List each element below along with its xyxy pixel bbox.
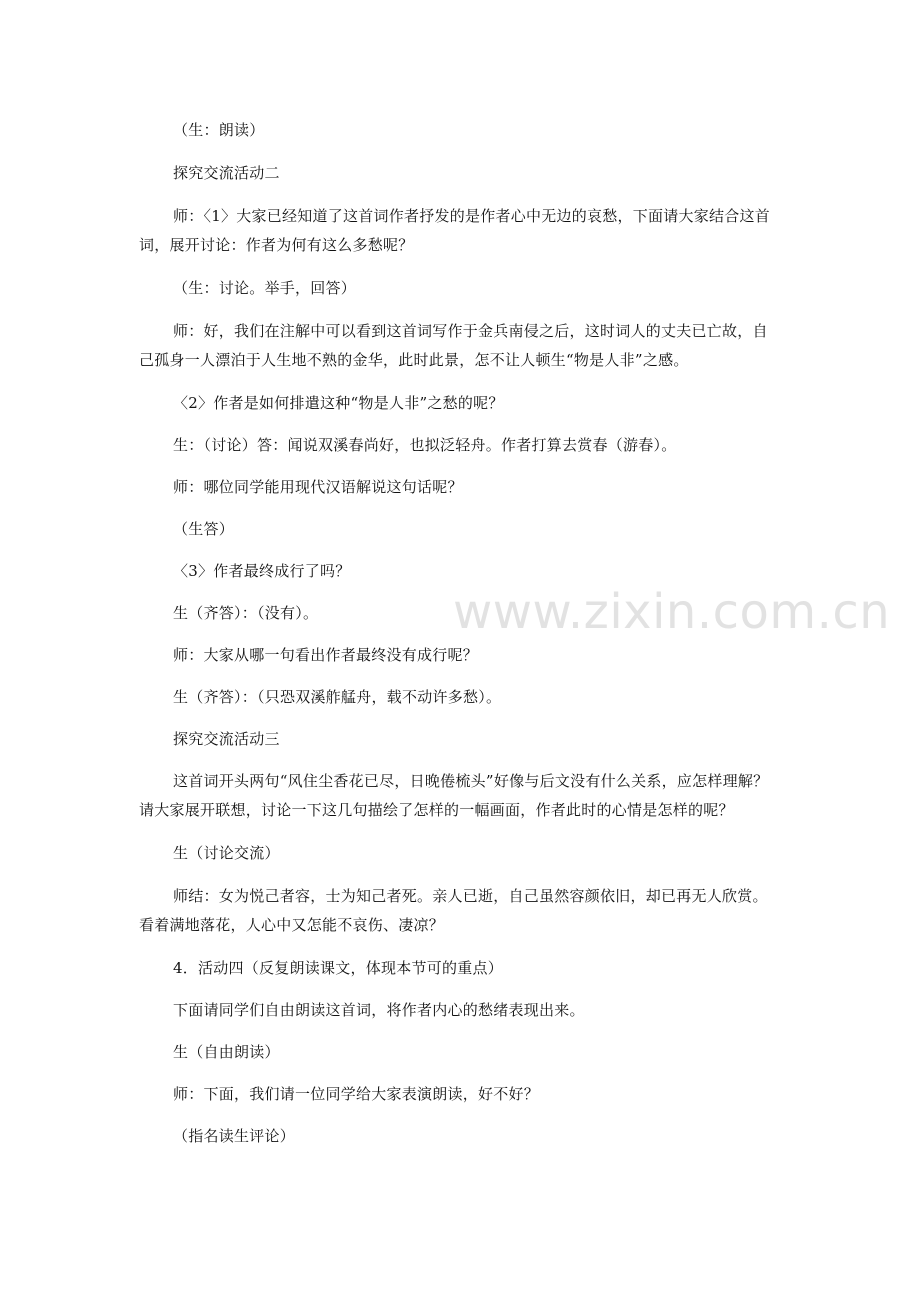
paragraph-question-two: 〈2〉作者是如何排遣这种“物是人非”之愁的呢？ (173, 394, 504, 412)
lesson-transcript (139, 116, 891, 1164)
paragraph-opening-lines-question: 这首词开头两句“风住尘香花已尽，日晚倦梳头”好像与后文没有什么关系，应怎样理解？请大家展开联想，讨论一下这几句描绘了怎样的一幅画面，作者此时的心情是怎样的呢？ (139, 772, 769, 819)
paragraph-student-free-reading: 生（自由朗读） (173, 1043, 280, 1061)
section-heading-activity-three: 探究交流活动三 (173, 730, 280, 748)
paragraph-teacher-question-one: 师：〈1〉大家已经知道了这首词作者抒发的是作者心中无边的哀愁，下面请大家结合这首词，展开讨论：作者为何有这么多愁呢？ (139, 207, 771, 254)
paragraph-question-three: 〈3〉作者最终成行了吗？ (173, 562, 351, 580)
paragraph-teacher-modern-chinese: 师：哪位同学能用现代汉语解说这句话呢？ (173, 478, 463, 496)
paragraph-teacher-conclusion: 师结：女为悦己者容，士为知己者死。亲人已逝，自己虽然容颜依旧，却已再无人欣赏。看着满地落花，人心中又怎能不哀伤、凄凉？ (139, 887, 768, 934)
paragraph-free-reading-instruction: 下面请同学们自由朗读这首词，将作者内心的愁绪表现出来。 (173, 1001, 585, 1019)
paragraph-student-discussion: （生：讨论。举手，回答） (173, 279, 357, 297)
paragraph-student-reading: （生：朗读） (173, 121, 265, 139)
paragraph-teacher-performance-reading: 师：下面，我们请一位同学给大家表演朗读，好不好？ (173, 1085, 540, 1103)
paragraph-activity-four: 4．活动四（反复朗读课文，体现本节可的重点） (173, 959, 504, 977)
paragraph-named-reading-review: （指名读生评论） (173, 1127, 296, 1145)
paragraph-chorus-line: 生（齐答）：（只恐双溪舴艋舟，载不动许多愁）。 (173, 688, 502, 706)
paragraph-teacher-which-line: 师：大家从哪一句看出作者最终没有成行呢？ (173, 646, 479, 664)
paragraph-chorus-no: 生（齐答）：（没有）。 (173, 604, 319, 622)
paragraph-student-answer-spring: 生：（讨论）答：闻说双溪春尚好，也拟泛轻舟。作者打算去赏春（游春）。 (173, 436, 677, 454)
paragraph-student-answer: （生答） (173, 520, 235, 538)
paragraph-student-discussion-exchange: 生（讨论交流） (173, 844, 280, 862)
section-heading-activity-two: 探究交流活动二 (173, 164, 280, 182)
paragraph-teacher-explanation: 师：好，我们在注解中可以看到这首词写作于金兵南侵之后，这时词人的丈夫已亡故，自己孤身一人漂泊于人生地不熟的金华，此时此景，怎不让人顿生“物是人非”之感。 (139, 322, 768, 369)
watermark: www.zixin.com.cn (453, 584, 891, 640)
